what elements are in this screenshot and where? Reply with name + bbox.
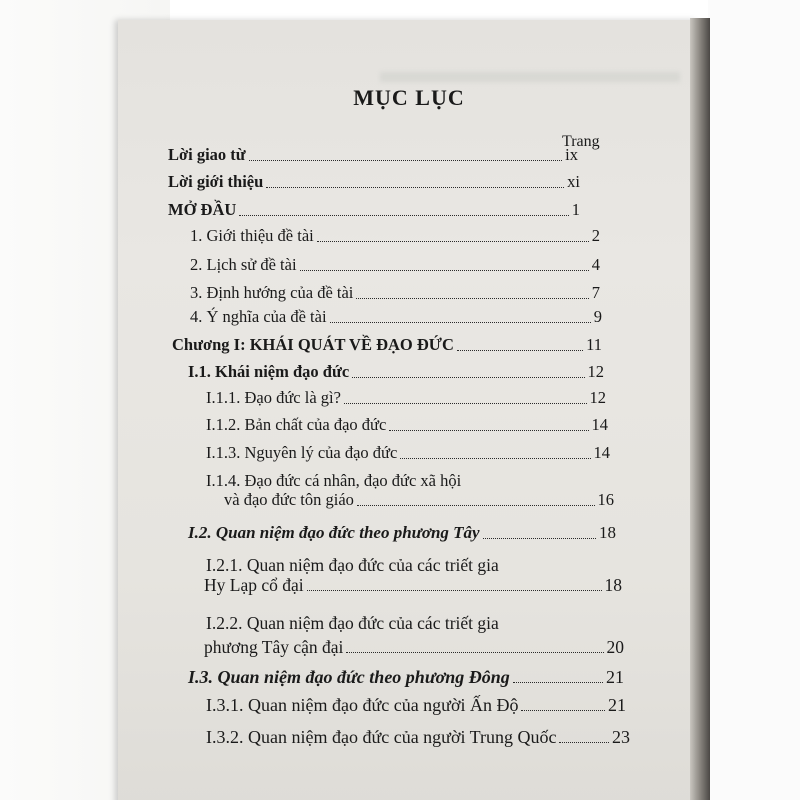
toc-entry-label: 1. Giới thiệu đề tài [190,226,314,245]
dot-leader [239,215,568,216]
toc-entry-page: 18 [599,523,616,542]
toc-entry-label: I.1.2. Bản chất của đạo đức [206,415,387,434]
toc-entry-label: MỞ ĐẦU [168,200,237,219]
bleed-through-text [380,72,680,82]
dot-leader [389,430,588,431]
toc-entry-chapter [172,335,602,355]
toc-entry [188,667,624,687]
toc-entry-page: 2 [591,226,600,245]
toc-entry-label: 4. Ý nghĩa của đề tài [190,307,327,326]
dot-leader [483,538,596,539]
toc-entry-label: Lời giao từ [168,145,246,164]
dot-leader [457,350,583,351]
toc-entry [168,200,580,220]
toc-entry-label-line1: I.1.4. Đạo đức cá nhân, đạo đức xã hội [206,471,462,490]
page-column-header: Trang [562,133,600,150]
toc-entry-page: 1 [571,200,580,219]
toc-entry-page: 4 [591,255,600,274]
dot-leader [307,590,602,591]
dot-leader [300,270,589,271]
toc-entry [188,362,604,382]
toc-entry-page: 7 [591,283,600,302]
toc-entry-page: 18 [604,575,622,595]
toc-entry [190,283,600,303]
toc-entry-page: 21 [606,667,624,687]
toc-entry [204,637,624,657]
toc-entry-label: Lời giới thiệu [168,172,264,191]
dot-leader [356,298,588,299]
dot-leader [249,160,562,161]
dot-leader [559,742,609,743]
toc-entry-label: 2. Lịch sử đề tài [190,255,297,274]
toc-entry-label: I.1.3. Nguyên lý của đạo đức [206,443,398,462]
dot-leader [344,403,587,404]
toc-entry-page: 16 [597,490,614,509]
dot-leader [346,652,603,653]
toc-entry [224,490,614,510]
toc-entry-label: phương Tây cận đại [204,637,344,657]
toc-entry-label: I.3.2. Quan niệm đạo đức của người Trung Quốc [206,727,557,747]
toc-entry-label-line1: I.2.2. Quan niệm đạo đức của các triết gia [206,613,499,633]
toc-entry-label: I.3. Quan niệm đạo đức theo phương Đông [188,667,510,687]
toc-entry-page: 12 [587,362,604,381]
dot-leader [352,377,584,378]
toc-entry [206,443,610,463]
toc-entry-page: ix [565,145,578,164]
toc-entry [168,145,578,165]
dot-leader [513,682,603,683]
toc-entry-label: I.2. Quan niệm đạo đức theo phương Tây [188,523,480,542]
background-right [708,0,800,800]
toc-entry-page: xi [567,172,580,191]
toc-entry-label: 3. Định hướng của đề tài [190,283,354,302]
toc-entry [190,226,600,246]
toc-entry-label-line1: I.2.1. Quan niệm đạo đức của các triết gia [206,555,499,575]
toc-entry-page: 23 [612,727,630,747]
dot-leader [357,505,595,506]
toc-entry [204,575,622,595]
dot-leader [330,322,591,323]
dot-leader [317,241,589,242]
toc-entry-page: 14 [591,415,608,434]
dot-leader [521,710,605,711]
toc-entry-label: và đạo đức tôn giáo [224,490,354,509]
toc-entry-label: Chương I: KHÁI QUÁT VỀ ĐẠO ĐỨC [172,335,454,354]
toc-entry-page: 11 [586,335,602,354]
toc-entry [188,523,616,543]
toc-entry [206,727,630,747]
page-title: MỤC LỤC [353,85,465,110]
toc-entry-label: I.3.1. Quan niệm đạo đức của người Ấn Độ [206,695,519,715]
book-spine-edge [690,18,710,800]
toc-entry-label: I.1.1. Đạo đức là gì? [206,388,341,407]
toc-entry [168,172,580,192]
toc-entry-page: 14 [593,443,610,462]
toc-entry-page: 21 [608,695,626,715]
toc-entry [190,307,602,327]
toc-entry [206,695,626,715]
toc-entry-label: I.1. Khái niệm đạo đức [188,362,350,381]
toc-entry [206,415,608,435]
toc-entry [206,388,606,408]
toc-entry-label: Hy Lạp cổ đại [204,575,304,595]
dot-leader [266,187,564,188]
toc-entry-page: 12 [589,388,606,407]
toc-entry-page: 20 [606,637,624,657]
dot-leader [400,458,590,459]
toc-entry [190,255,600,275]
toc-entry-page: 9 [593,307,602,326]
